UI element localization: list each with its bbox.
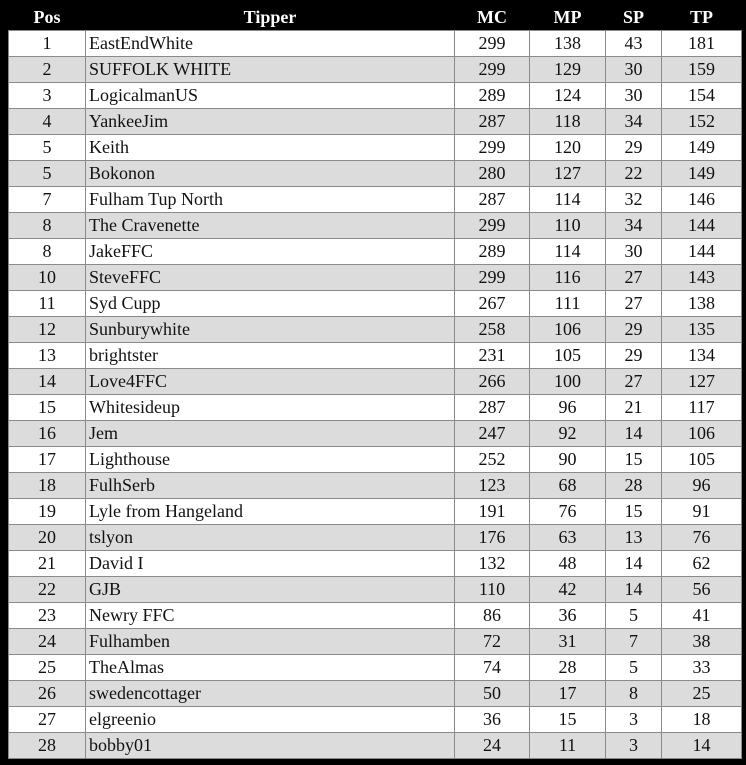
cell-pos: 28 xyxy=(9,733,86,759)
cell-tp: 25 xyxy=(662,681,742,707)
cell-tipper: Syd Cupp xyxy=(86,291,455,317)
cell-pos: 1 xyxy=(9,31,86,57)
cell-mc: 247 xyxy=(455,421,530,447)
cell-pos: 21 xyxy=(9,551,86,577)
cell-sp: 34 xyxy=(606,109,662,135)
cell-tp: 146 xyxy=(662,187,742,213)
table-row xyxy=(9,473,742,499)
cell-mp: 120 xyxy=(530,135,606,161)
cell-tipper: brightster xyxy=(86,343,455,369)
cell-mc: 86 xyxy=(455,603,530,629)
cell-mc: 252 xyxy=(455,447,530,473)
cell-tp: 138 xyxy=(662,291,742,317)
cell-mc: 289 xyxy=(455,239,530,265)
cell-mc: 123 xyxy=(455,473,530,499)
cell-mc: 176 xyxy=(455,525,530,551)
cell-mc: 299 xyxy=(455,31,530,57)
cell-pos: 15 xyxy=(9,395,86,421)
table-row xyxy=(9,733,742,759)
cell-tipper: David I xyxy=(86,551,455,577)
cell-tipper: Jem xyxy=(86,421,455,447)
cell-mp: 100 xyxy=(530,369,606,395)
tipping-standings-table xyxy=(8,4,742,759)
header-tp: TP xyxy=(662,4,742,31)
cell-sp: 32 xyxy=(606,187,662,213)
cell-tp: 159 xyxy=(662,57,742,83)
cell-sp: 14 xyxy=(606,577,662,603)
cell-mc: 287 xyxy=(455,187,530,213)
cell-sp: 27 xyxy=(606,369,662,395)
cell-tipper: elgreenio xyxy=(86,707,455,733)
cell-sp: 3 xyxy=(606,707,662,733)
cell-mp: 110 xyxy=(530,213,606,239)
table-row xyxy=(9,135,742,161)
cell-tp: 106 xyxy=(662,421,742,447)
cell-mc: 299 xyxy=(455,135,530,161)
cell-mc: 231 xyxy=(455,343,530,369)
cell-mp: 36 xyxy=(530,603,606,629)
cell-sp: 14 xyxy=(606,421,662,447)
table-row xyxy=(9,239,742,265)
cell-mp: 28 xyxy=(530,655,606,681)
cell-tp: 76 xyxy=(662,525,742,551)
cell-mp: 106 xyxy=(530,317,606,343)
cell-sp: 5 xyxy=(606,655,662,681)
cell-sp: 29 xyxy=(606,343,662,369)
cell-pos: 24 xyxy=(9,629,86,655)
cell-mp: 127 xyxy=(530,161,606,187)
cell-pos: 13 xyxy=(9,343,86,369)
table-row xyxy=(9,213,742,239)
table-row xyxy=(9,707,742,733)
table-row xyxy=(9,577,742,603)
cell-mc: 287 xyxy=(455,109,530,135)
cell-pos: 14 xyxy=(9,369,86,395)
cell-mc: 191 xyxy=(455,499,530,525)
table-row xyxy=(9,447,742,473)
cell-pos: 25 xyxy=(9,655,86,681)
cell-tipper: Lyle from Hangeland xyxy=(86,499,455,525)
cell-mc: 267 xyxy=(455,291,530,317)
table-row xyxy=(9,57,742,83)
cell-mp: 96 xyxy=(530,395,606,421)
cell-pos: 22 xyxy=(9,577,86,603)
cell-tp: 38 xyxy=(662,629,742,655)
cell-pos: 3 xyxy=(9,83,86,109)
cell-tipper: Sunburywhite xyxy=(86,317,455,343)
cell-mp: 63 xyxy=(530,525,606,551)
cell-tp: 143 xyxy=(662,265,742,291)
table-row xyxy=(9,681,742,707)
cell-tp: 134 xyxy=(662,343,742,369)
cell-mp: 92 xyxy=(530,421,606,447)
cell-tp: 152 xyxy=(662,109,742,135)
table-row xyxy=(9,31,742,57)
cell-mc: 74 xyxy=(455,655,530,681)
table-body xyxy=(9,31,742,759)
cell-tipper: The Cravenette xyxy=(86,213,455,239)
cell-sp: 15 xyxy=(606,447,662,473)
cell-tp: 144 xyxy=(662,213,742,239)
table-row xyxy=(9,603,742,629)
cell-tipper: swedencottager xyxy=(86,681,455,707)
table-row xyxy=(9,83,742,109)
cell-tipper: TheAlmas xyxy=(86,655,455,681)
cell-tp: 56 xyxy=(662,577,742,603)
cell-mc: 36 xyxy=(455,707,530,733)
cell-tipper: SUFFOLK WHITE xyxy=(86,57,455,83)
cell-tp: 181 xyxy=(662,31,742,57)
cell-mp: 76 xyxy=(530,499,606,525)
cell-mp: 42 xyxy=(530,577,606,603)
cell-tipper: Love4FFC xyxy=(86,369,455,395)
standings-table-container xyxy=(8,4,741,759)
cell-pos: 16 xyxy=(9,421,86,447)
table-row xyxy=(9,161,742,187)
cell-mp: 105 xyxy=(530,343,606,369)
table-row xyxy=(9,265,742,291)
cell-mc: 24 xyxy=(455,733,530,759)
cell-mp: 118 xyxy=(530,109,606,135)
cell-tipper: Newry FFC xyxy=(86,603,455,629)
cell-sp: 8 xyxy=(606,681,662,707)
cell-sp: 30 xyxy=(606,239,662,265)
cell-tipper: LogicalmanUS xyxy=(86,83,455,109)
cell-pos: 8 xyxy=(9,239,86,265)
cell-sp: 30 xyxy=(606,83,662,109)
cell-mc: 50 xyxy=(455,681,530,707)
cell-tipper: Bokonon xyxy=(86,161,455,187)
cell-mp: 116 xyxy=(530,265,606,291)
cell-pos: 19 xyxy=(9,499,86,525)
table-row xyxy=(9,109,742,135)
cell-sp: 13 xyxy=(606,525,662,551)
cell-mp: 90 xyxy=(530,447,606,473)
cell-pos: 2 xyxy=(9,57,86,83)
cell-sp: 30 xyxy=(606,57,662,83)
table-row xyxy=(9,499,742,525)
cell-sp: 27 xyxy=(606,265,662,291)
cell-mp: 114 xyxy=(530,239,606,265)
cell-tp: 62 xyxy=(662,551,742,577)
cell-pos: 18 xyxy=(9,473,86,499)
cell-pos: 5 xyxy=(9,135,86,161)
table-header-row xyxy=(9,4,742,31)
cell-tp: 96 xyxy=(662,473,742,499)
cell-mp: 129 xyxy=(530,57,606,83)
cell-sp: 21 xyxy=(606,395,662,421)
header-mc: MC xyxy=(455,4,530,31)
cell-mp: 124 xyxy=(530,83,606,109)
cell-tp: 149 xyxy=(662,135,742,161)
table-row xyxy=(9,187,742,213)
cell-pos: 12 xyxy=(9,317,86,343)
cell-mc: 72 xyxy=(455,629,530,655)
table-row xyxy=(9,421,742,447)
cell-mc: 266 xyxy=(455,369,530,395)
cell-sp: 34 xyxy=(606,213,662,239)
table-row xyxy=(9,317,742,343)
cell-mc: 289 xyxy=(455,83,530,109)
header-pos: Pos xyxy=(9,4,86,31)
cell-mc: 132 xyxy=(455,551,530,577)
header-mp: MP xyxy=(530,4,606,31)
cell-pos: 10 xyxy=(9,265,86,291)
cell-pos: 20 xyxy=(9,525,86,551)
cell-tipper: Keith xyxy=(86,135,455,161)
cell-mp: 48 xyxy=(530,551,606,577)
cell-sp: 7 xyxy=(606,629,662,655)
cell-tp: 144 xyxy=(662,239,742,265)
table-row xyxy=(9,629,742,655)
cell-sp: 28 xyxy=(606,473,662,499)
cell-tipper: GJB xyxy=(86,577,455,603)
cell-mp: 68 xyxy=(530,473,606,499)
table-row xyxy=(9,291,742,317)
cell-tipper: FulhSerb xyxy=(86,473,455,499)
cell-mc: 110 xyxy=(455,577,530,603)
cell-tp: 14 xyxy=(662,733,742,759)
cell-tipper: JakeFFC xyxy=(86,239,455,265)
cell-tp: 41 xyxy=(662,603,742,629)
cell-mc: 299 xyxy=(455,213,530,239)
cell-tp: 154 xyxy=(662,83,742,109)
cell-sp: 27 xyxy=(606,291,662,317)
cell-sp: 15 xyxy=(606,499,662,525)
cell-tipper: Lighthouse xyxy=(86,447,455,473)
cell-mp: 31 xyxy=(530,629,606,655)
cell-mc: 258 xyxy=(455,317,530,343)
cell-tipper: Fulhamben xyxy=(86,629,455,655)
cell-pos: 26 xyxy=(9,681,86,707)
table-row xyxy=(9,525,742,551)
cell-mc: 299 xyxy=(455,265,530,291)
cell-mc: 299 xyxy=(455,57,530,83)
cell-sp: 22 xyxy=(606,161,662,187)
cell-tp: 91 xyxy=(662,499,742,525)
table-row xyxy=(9,343,742,369)
cell-tp: 149 xyxy=(662,161,742,187)
cell-pos: 4 xyxy=(9,109,86,135)
cell-pos: 7 xyxy=(9,187,86,213)
cell-mp: 11 xyxy=(530,733,606,759)
cell-mp: 114 xyxy=(530,187,606,213)
cell-pos: 27 xyxy=(9,707,86,733)
cell-mp: 111 xyxy=(530,291,606,317)
table-row xyxy=(9,395,742,421)
cell-sp: 14 xyxy=(606,551,662,577)
cell-tp: 33 xyxy=(662,655,742,681)
cell-sp: 5 xyxy=(606,603,662,629)
cell-mc: 287 xyxy=(455,395,530,421)
cell-pos: 11 xyxy=(9,291,86,317)
cell-tipper: YankeeJim xyxy=(86,109,455,135)
cell-pos: 23 xyxy=(9,603,86,629)
cell-tipper: Fulham Tup North xyxy=(86,187,455,213)
cell-tipper: EastEndWhite xyxy=(86,31,455,57)
cell-tipper: SteveFFC xyxy=(86,265,455,291)
cell-tp: 127 xyxy=(662,369,742,395)
cell-mp: 138 xyxy=(530,31,606,57)
cell-tipper: Whitesideup xyxy=(86,395,455,421)
cell-tipper: tslyon xyxy=(86,525,455,551)
table-row xyxy=(9,551,742,577)
cell-tp: 135 xyxy=(662,317,742,343)
cell-tp: 18 xyxy=(662,707,742,733)
cell-sp: 29 xyxy=(606,317,662,343)
cell-sp: 29 xyxy=(606,135,662,161)
header-tipper: Tipper xyxy=(86,4,455,31)
cell-pos: 8 xyxy=(9,213,86,239)
header-sp: SP xyxy=(606,4,662,31)
cell-mp: 15 xyxy=(530,707,606,733)
cell-tp: 117 xyxy=(662,395,742,421)
table-row xyxy=(9,655,742,681)
cell-mp: 17 xyxy=(530,681,606,707)
cell-pos: 5 xyxy=(9,161,86,187)
cell-tipper: bobby01 xyxy=(86,733,455,759)
cell-mc: 280 xyxy=(455,161,530,187)
table-row xyxy=(9,369,742,395)
cell-pos: 17 xyxy=(9,447,86,473)
cell-sp: 3 xyxy=(606,733,662,759)
cell-tp: 105 xyxy=(662,447,742,473)
cell-sp: 43 xyxy=(606,31,662,57)
